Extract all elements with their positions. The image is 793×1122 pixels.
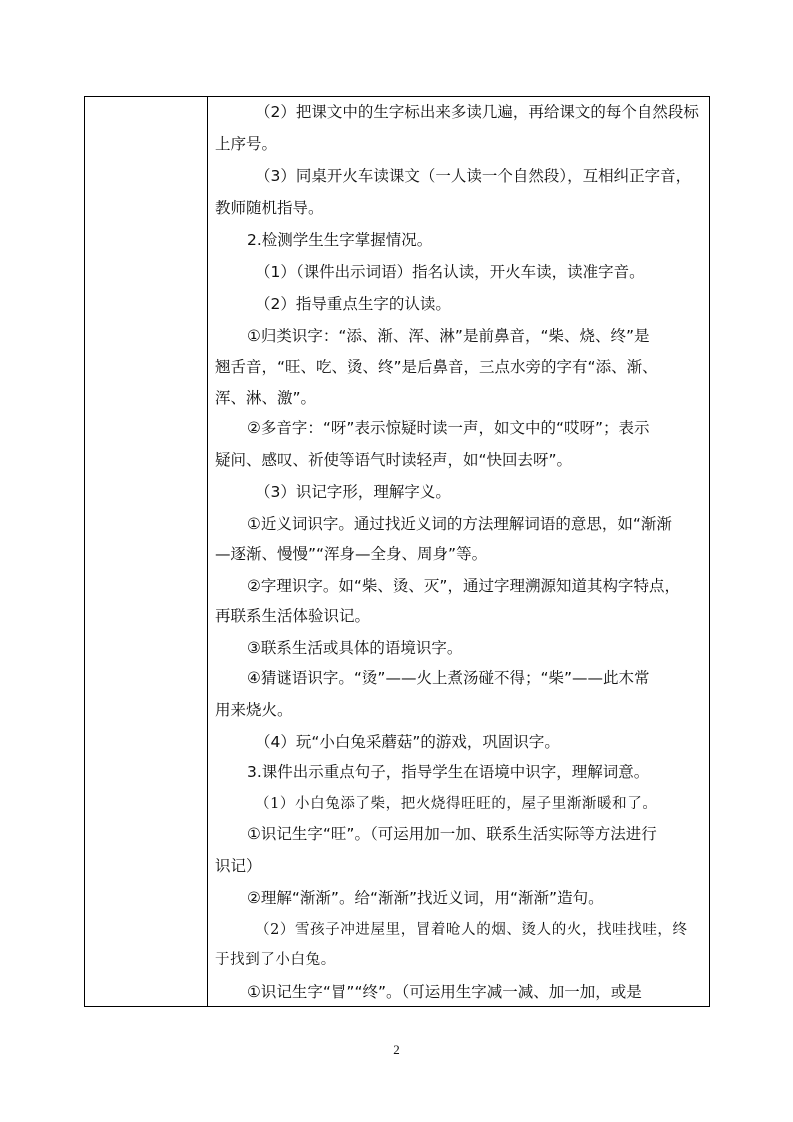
text-line: ①近义词识字。通过找近义词的方法理解词语的意思，如“渐渐 — [247, 515, 672, 533]
text-line: 3.课件出示重点句子，指导学生在语境中识字，理解词意。 — [247, 763, 650, 781]
text-line: （2）雪孩子冲进屋里，冒着呛人的烟、烫人的火，找哇找哇，终 — [255, 922, 688, 938]
text-line: 于找到了小白兔。 — [215, 952, 336, 968]
text-line: ①识记生字“旺”。（可运用加一加、联系生活实际等方法进行 — [247, 825, 657, 843]
lesson-table — [84, 96, 710, 1007]
text-line: 疑问、感叹、祈使等语气时读轻声，如“快回去呀”。 — [215, 451, 573, 469]
text-line: 上序号。 — [215, 135, 278, 153]
text-line: （3）同桌开火车读课文（一人读一个自然段），互相纠正字音， — [255, 167, 692, 185]
table-left-column — [85, 97, 208, 1006]
text-line: 2.检测学生生字掌握情况。 — [247, 231, 433, 249]
text-line: 翘舌音，“旺、吃、烫、终”是后鼻音，三点水旁的字有“添、渐、 — [215, 358, 658, 376]
text-line: ②多音字：“呀”表示惊疑时读一声，如文中的“哎呀”；表示 — [247, 419, 650, 437]
page-number: 2 — [393, 1042, 400, 1057]
text-line: —逐渐、慢慢”“浑身—全身、周身”等。 — [215, 545, 488, 563]
text-line: ③联系生活或具体的语境识字。 — [247, 639, 463, 657]
text-line: （1）（课件出示词语）指名认读，开火车读，读准字音。 — [255, 263, 645, 281]
table-content-cell — [215, 97, 701, 1006]
text-line: （2）把课文中的生字标出来多读几遍，再给课文的每个自然段标 — [255, 103, 699, 121]
text-line: （3）识记字形，理解字义。 — [255, 483, 451, 501]
text-line: ④猜谜语识字。“烫”——火上煮汤碰不得；“柴”——此木常 — [247, 669, 650, 687]
text-line: 教师随机指导。 — [215, 199, 324, 217]
text-line: （2）指导重点生字的认读。 — [255, 295, 451, 313]
text-line: ②理解“渐渐”。给“渐渐”找近义词，用“渐渐”造句。 — [247, 889, 604, 907]
text-line: ①归类识字：“添、渐、浑、淋”是前鼻音，“柴、烧、终”是 — [247, 327, 650, 345]
text-line: 用来烧火。 — [215, 701, 293, 719]
text-line: ②字理识字。如“柴、烫、灭”，通过字理溯源知道其构字特点， — [247, 577, 680, 595]
text-line: 浑、淋、激”。 — [215, 389, 317, 407]
text-line: ①识记生字“冒”“终”。（可运用生字减一减、加一加，或是 — [247, 983, 642, 1001]
text-line: 识记） — [215, 857, 262, 875]
text-line: （1）小白兔添了柴，把火烧得旺旺的，屋子里渐渐暖和了。 — [255, 796, 658, 812]
text-line: 再联系生活体验识记。 — [215, 607, 371, 625]
text-line: （4）玩“小白兔采蘑菇”的游戏，巩固识字。 — [255, 733, 560, 751]
